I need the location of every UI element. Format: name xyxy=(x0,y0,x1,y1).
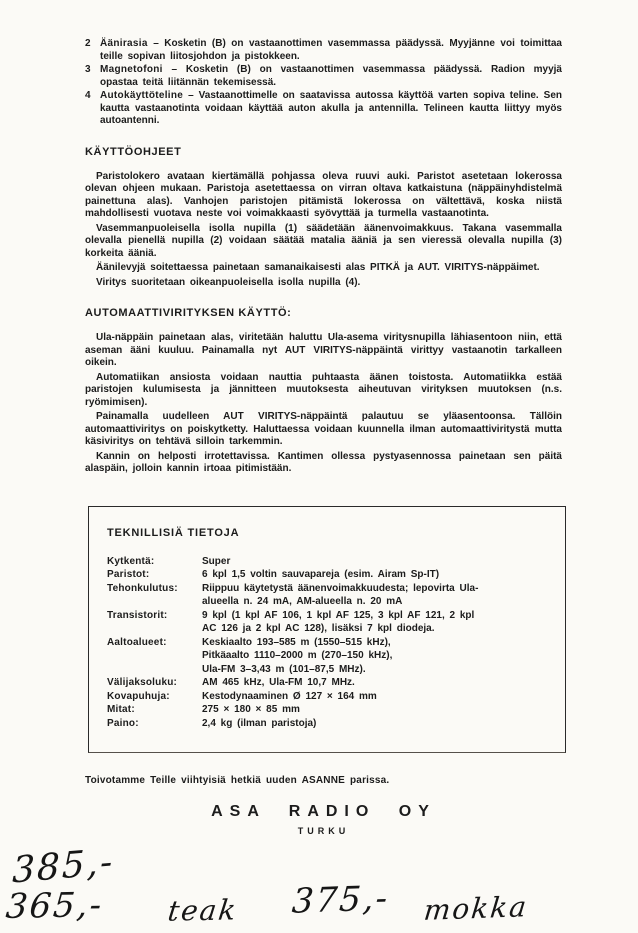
spec-value-line: 6 kpl 1,5 voltin sauvapareja (esim. Airam Sp-IT) xyxy=(202,569,440,580)
spec-label: Välijaksoluku: xyxy=(107,677,178,688)
handwritten-price-385: 385,- xyxy=(11,841,115,892)
spec-value-line: Pitkäaalto 1110–2000 m (270–150 kHz), xyxy=(202,650,393,661)
closing-line: Toivotamme Teille viihtyisiä hetkiä uuden ASANNE parissa. xyxy=(85,775,390,786)
paragraph-batteries: Paristolokero avataan kiertämällä pohjassa oleva ruuvi auki. Paristot asetetaan lokerossa olevan ohjeen mukaan. Paristoja asetettaessa on virran oltava katkaistuna (näppäinyhdistelmä painettuna alas). Vanhojen paristojen pitämistä lokerossa on vältettävä, koska niistä mahdollisesti vuotava neste voi voimakkaasti syövyttää ja turmella vastaanotinta. xyxy=(85,170,562,219)
accessory-item-autokayttoteline xyxy=(85,90,562,128)
spec-value-line: Super xyxy=(202,555,231,567)
section-heading-automaattiviritys: AUTOMAATTIVIRITYKSEN KÄYTTÖ: xyxy=(85,307,292,319)
paragraph-handle: Kannin on helposti irrotettavissa. Kantimen ollessa pystyasennossa painetaan sen päitä alaspäin, jolloin kannin irtoaa pitimistään. xyxy=(85,450,562,474)
spec-value-line: alueella n. 24 mA, AM-alueella n. 20 mA xyxy=(202,596,403,607)
spec-label: Kovapuhuja: xyxy=(107,690,170,702)
paragraph-automatic-off: Painamalla uudelleen AUT VIRITYS-näppäintä palautuu se yläasentoonsa. Tällöin automaattiviritys on poiskytketty. Haluttaessa voidaan kuunnella ilman automaattiviritystä mutta käsiviritys on tehtävä silloin tarkemmin. xyxy=(85,411,562,447)
item-number: 2 xyxy=(85,38,91,49)
spec-label: Mitat: xyxy=(107,704,135,715)
spec-row-valijaksoluku xyxy=(107,676,549,690)
spec-row-kovapuhuja xyxy=(107,690,549,704)
item-number: 4 xyxy=(85,90,91,101)
spec-label: Transistorit: xyxy=(107,609,168,621)
paragraph-records: Äänilevyjä soitettaessa painetaan samanaikaisesti alas PITKÄ ja AUT. VIRITYS-näppäimet. xyxy=(96,262,540,273)
spec-label: Paristot: xyxy=(107,569,150,580)
section-heading-kayttoohjeet: KÄYTTÖOHJEET xyxy=(85,145,182,158)
spec-row-kytkenta xyxy=(107,555,549,569)
tech-spec-title: TEKNILLISIÄ TIETOJA xyxy=(107,526,240,539)
spec-label: Aaltoalueet: xyxy=(107,636,167,648)
spec-row-tehonkulutus xyxy=(107,582,549,609)
spec-label: Kytkentä: xyxy=(107,555,155,567)
accessory-list xyxy=(85,38,562,128)
item-term: Autokäyttöteline xyxy=(100,90,184,101)
spec-value-line: 275 × 180 × 85 mm xyxy=(202,704,300,715)
paragraph-ula-tuning: Ula-näppäin painetaan alas, viritetään haluttu Ula-asema viritysnupilla lähiasentoon niin, että aseman ääni kuuluu. Painamalla nyt AUT VIRITYS-näppäintä virittyy vastaanotin tarkalleen oikein. xyxy=(85,332,562,368)
item-text: – Vastaanottimelle on saatavissa autossa käyttöä varten sopiva teline. Sen kautta vastaanotinta voidaan käyttää auton akulla ja antennilla. Telineen kautta liittyy myös autoantenni. xyxy=(100,90,562,126)
tech-spec-box xyxy=(88,506,566,754)
handwritten-price-365: 365,- xyxy=(4,885,105,927)
spec-row-mitat xyxy=(107,703,549,717)
spec-value-line: 2,4 kg (ilman paristoja) xyxy=(202,717,317,729)
spec-row-transistorit xyxy=(107,609,549,636)
item-term: Äänirasia xyxy=(100,38,148,49)
paragraph-knobs: Vasemmanpuoleisella isolla nupilla (1) säädetään äänenvoimakkuus. Takana vasemmalla olevalla pienellä nupilla (2) voidaan säätää matalia ääniä ja sen vieressä olevalla nupilla (3) korkeita ääniä. xyxy=(85,222,562,259)
handwritten-word-teak: teak xyxy=(165,893,240,928)
item-term: Magnetofoni xyxy=(100,64,163,75)
spec-row-aaltoalueet xyxy=(107,636,549,677)
paragraph-tuning: Viritys suoritetaan oikeanpuoleisella isolla nupilla (4). xyxy=(96,276,361,288)
spec-row-paristot xyxy=(107,568,549,582)
spec-value-line: Keskiaalto 193–585 m (1550–515 kHz), xyxy=(202,636,391,648)
accessory-item-magnetofoni xyxy=(85,64,562,89)
spec-value-line: AM 465 kHz, Ula-FM 10,7 MHz. xyxy=(202,677,355,688)
company-city: TURKU xyxy=(297,826,350,836)
item-text: – Kosketin (B) on vastaanottimen vasemmassa päädyssä. Radion myyjä opastaa teitä liitännän tekemisessä. xyxy=(100,64,562,88)
spec-value-line: Kestodynaaminen Ø 127 × 164 mm xyxy=(202,690,377,702)
spec-label: Paino: xyxy=(107,717,139,729)
handwritten-word-mokka: mokka xyxy=(422,890,530,927)
paragraph-automatic-benefit: Automatiikan ansiosta voidaan nauttia puhtaasta äänen toistosta. Automatiikka estää paristojen kulumisesta ja jännitteen muutoksesta aiheutuvan virityksen muutoksen (n.s. ryömimisen). xyxy=(85,371,562,408)
spec-value-line: 9 kpl (1 kpl AF 106, 1 kpl AF 125, 3 kpl AF 121, 2 kpl xyxy=(202,609,475,621)
spec-label: Tehonkulutus: xyxy=(107,582,178,594)
spec-row-paino xyxy=(107,717,549,731)
spec-value-line: Riippuu käytetystä äänenvoimakkuudesta; lepovirta Ula- xyxy=(202,582,479,594)
company-name: ASA RADIO OY xyxy=(211,803,436,820)
item-number: 3 xyxy=(85,64,91,75)
spec-value-line: Ula-FM 3–3,43 m (101–87,5 MHz). xyxy=(202,663,366,675)
handwritten-price-375: 375,- xyxy=(290,878,391,922)
item-text: – Kosketin (B) on vastaanottimen vasemmassa päädyssä. Myyjänne voi toimittaa teille sopivan liitosjohdon ja pistokkeen. xyxy=(100,38,562,62)
spec-value-line: AC 126 ja 2 kpl AC 128), lisäksi 7 kpl diodeja. xyxy=(202,623,435,634)
accessory-item-aanirasia xyxy=(85,38,562,63)
